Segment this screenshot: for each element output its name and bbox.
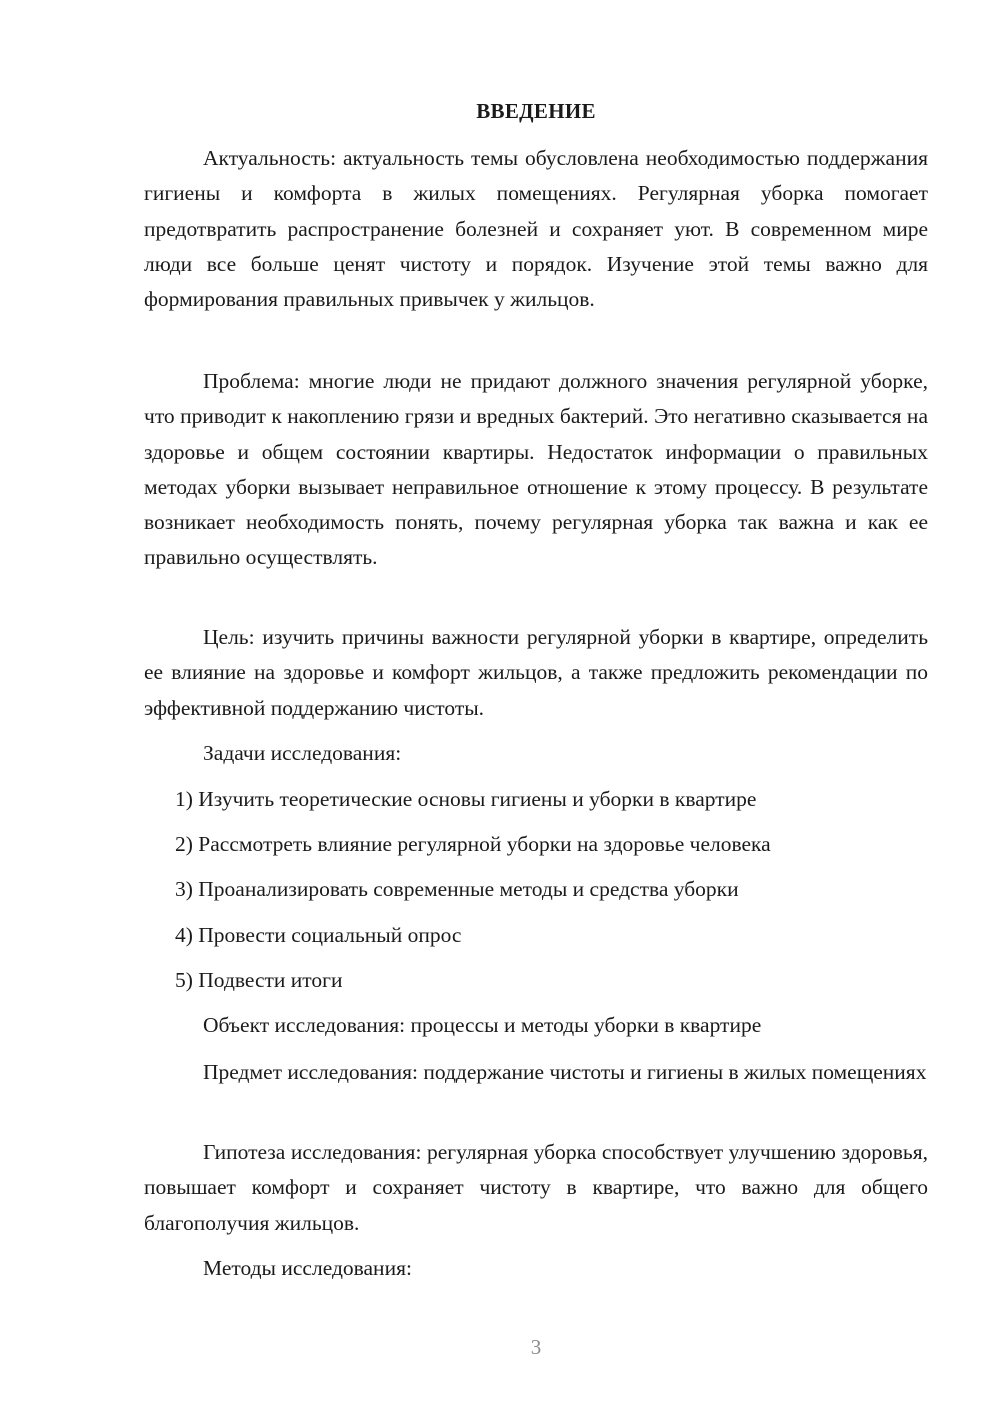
paragraph-text: Актуальность: актуальность темы обусловлена необходимостью поддержания гигиены и комфорта в жилых помещениях. Регулярная уборка помогает предотвратить распространение болезней и сохраняет уют. В современном мире люди все больше ценят чистоту и порядок. Изучение этой темы важно для формирования правильных привычек у жильцов. — [144, 146, 928, 312]
tasks-heading — [144, 736, 928, 771]
paragraph-problem — [144, 364, 928, 576]
task-item-2 — [144, 827, 928, 862]
paragraph-hypothesis — [144, 1135, 928, 1241]
list-item: 3) Проанализировать современные методы и средства уборки — [175, 877, 739, 901]
task-item-3 — [144, 872, 928, 907]
task-item-4 — [144, 918, 928, 953]
task-item-5 — [144, 963, 928, 998]
methods-heading-text: Методы исследования: — [203, 1256, 412, 1280]
paragraph-subject — [144, 1055, 928, 1090]
paragraph-goal — [144, 620, 928, 726]
page-title: ВВЕДЕНИЕ — [476, 99, 596, 123]
paragraph-text: Гипотеза исследования: регулярная уборка способствует улучшению здоровья, повышает комфорт и сохраняет чистоту в квартире, что важно для общего благополучия жильцов. — [144, 1140, 928, 1235]
methods-heading — [144, 1251, 928, 1286]
list-item: 4) Провести социальный опрос — [175, 923, 462, 947]
task-item-1 — [144, 782, 928, 817]
tasks-heading-text: Задачи исследования: — [203, 741, 402, 765]
list-item: 1) Изучить теоретические основы гигиены и уборки в квартире — [175, 787, 757, 811]
page-number: 3 — [530, 1335, 542, 1359]
paragraph-text: Цель: изучить причины важности регулярной уборки в квартире, определить ее влияние на здоровье и комфорт жильцов, а также предложить рекомендации по эффективной поддержанию чистоты. — [144, 625, 928, 720]
paragraph-text: Объект исследования: процессы и методы уборки в квартире — [203, 1013, 762, 1037]
list-item: 2) Рассмотреть влияние регулярной уборки на здоровье человека — [175, 832, 771, 856]
list-item: 5) Подвести итоги — [175, 968, 343, 992]
paragraph-text: Проблема: многие люди не придают должного значения регулярной уборке, что приводит к накоплению грязи и вредных бактерий. Это негативно сказывается на здоровье и общем состоянии квартиры. Недостаток информации о правильных методах уборки вызывает неправильное отношение к этому процессу. В результате возникает необходимость понять, почему регулярная уборка так важна и как ее правильно осуществлять. — [144, 369, 928, 570]
paragraph-relevance — [144, 141, 928, 317]
paragraph-text: Предмет исследования: поддержание чистоты и гигиены в жилых помещениях — [203, 1060, 927, 1084]
paragraph-object — [144, 1008, 928, 1043]
